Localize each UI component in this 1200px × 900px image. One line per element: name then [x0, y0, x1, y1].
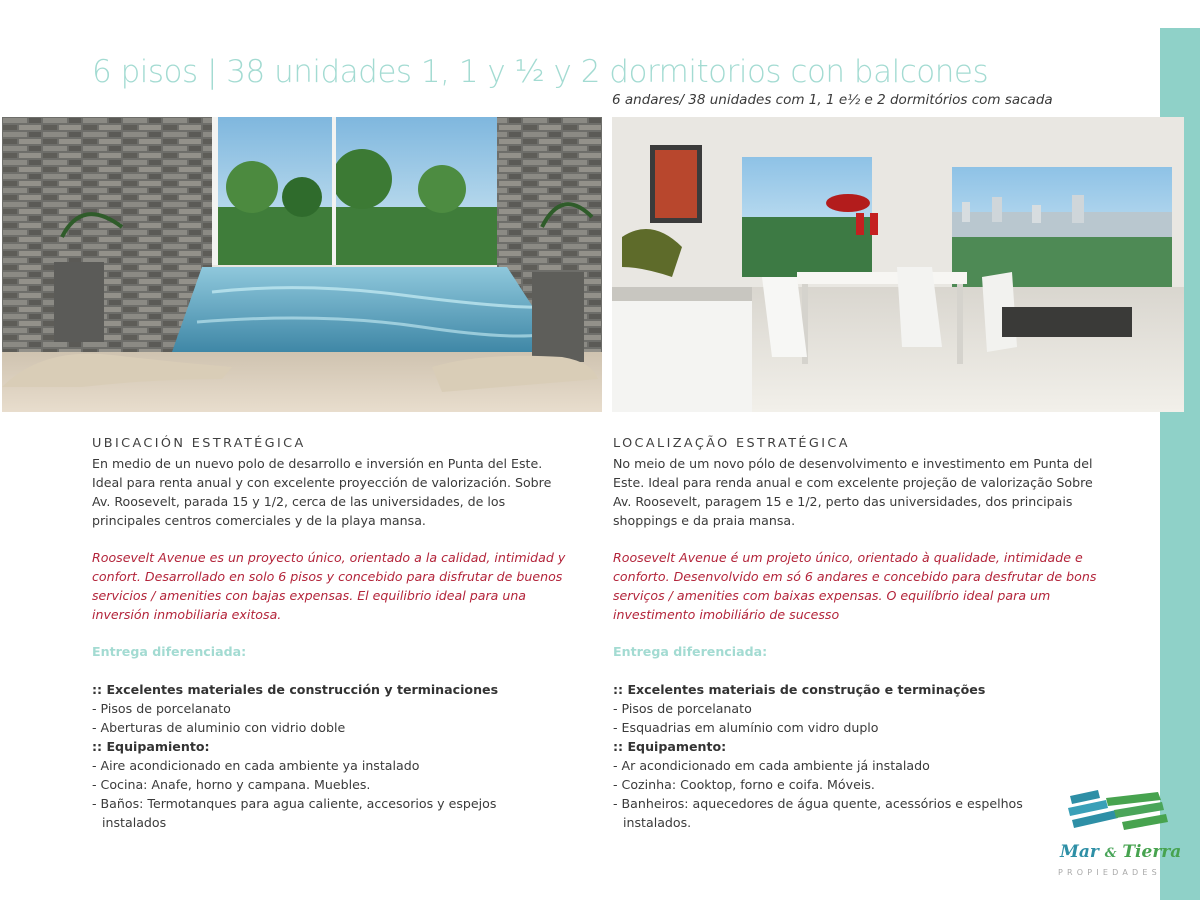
- list-item: instalados: [102, 815, 167, 830]
- list-item: - Aberturas de aluminio con vidrio doble: [92, 720, 346, 735]
- spanish-highlight: Roosevelt Avenue es un proyecto único, orientado a la calidad, intimidad y confort. Desarrollado en solo 6 pisos y concebido para disfrutar de buenos servicios / amenities con bajas expensas. El equilibrio ideal para una inversión inmobiliaria exitosa.: [92, 550, 566, 622]
- list-item: - Pisos de porcelanato: [613, 701, 752, 716]
- list-item: - Cocina: Anafe, horno y campana. Muebles.: [92, 777, 371, 792]
- mar-y-tierra-logo-icon: [1058, 788, 1173, 880]
- spanish-column: [92, 434, 572, 832]
- page-title: 6 pisos | 38 unidades 1, 1 y ½ y 2 dormitorios con balcones: [92, 54, 989, 90]
- portuguese-column: [613, 434, 1113, 832]
- list-item: - Baños: Termotanques para agua caliente, accesorios y espejos: [92, 796, 497, 811]
- logo-word-tierra: Tierra: [1122, 842, 1182, 862]
- spanish-section-title: UBICACIÓN ESTRATÉGICA: [92, 436, 306, 451]
- list-item: :: Excelentes materiales de construcción y terminaciones: [92, 682, 499, 697]
- list-item: - Aire acondicionado en cada ambiente ya instalado: [92, 758, 420, 773]
- logo-ampersand: &: [1104, 846, 1117, 861]
- logo-tagline: PROPIEDADES: [1058, 868, 1161, 877]
- portuguese-body: No meio de um novo pólo de desenvolvimento e investimento em Punta del Este. Ideal para renda anual e com excelente projeção de valorização Sobre Av. Roosevelt, paragem 15 e 1/2, perto das universidades, dos principais shoppings e da praia mansa.: [613, 456, 1093, 528]
- list-item: :: Excelentes materiais de construção e terminações: [613, 682, 986, 697]
- list-item: instalados.: [623, 815, 692, 830]
- list-item: - Cozinha: Cooktop, forno e coifa. Móveis.: [613, 777, 875, 792]
- spanish-body: En medio de un nuevo polo de desarrollo e inversión en Punta del Este. Ideal para renta anual y con excelente proyección de valorización. Sobre Av. Roosevelt, parada 15 y 1/2, cerca de las universidades, de los principales centros comerciales y de la playa mansa.: [92, 456, 552, 528]
- living-room-photo: [612, 117, 1184, 412]
- logo-word-mar: Mar: [1060, 842, 1099, 862]
- spanish-delivery-title: Entrega diferenciada:: [92, 644, 247, 659]
- portuguese-features-list: [613, 680, 1113, 832]
- logo-wordmark: [1060, 842, 1181, 862]
- spanish-features-list: [92, 680, 572, 832]
- pool-photo: [2, 117, 602, 412]
- portuguese-delivery-title: Entrega diferenciada:: [613, 644, 768, 659]
- list-item: - Pisos de porcelanato: [92, 701, 231, 716]
- portuguese-highlight: Roosevelt Avenue é um projeto único, orientado à qualidade, intimidade e conforto. Desenvolvido em só 6 andares e concebido para desfrutar de bons serviços / amenities com baixas expensas. O equilíbrio ideal para um investimento imobiliário de sucesso: [613, 550, 1097, 622]
- portuguese-section-title: LOCALIZAÇÃO ESTRATÉGICA: [613, 436, 850, 451]
- list-item: :: Equipamiento:: [92, 739, 210, 754]
- list-item: - Banheiros: aquecedores de água quente, acessórios e espelhos: [613, 796, 1023, 811]
- list-item: - Esquadrias em alumínio com vidro duplo: [613, 720, 879, 735]
- page-subtitle: 6 andares/ 38 unidades com 1, 1 e½ e 2 dormitórios com sacada: [612, 92, 1053, 108]
- list-item: :: Equipamento:: [613, 739, 727, 754]
- list-item: - Ar acondicionado em cada ambiente já instalado: [613, 758, 930, 773]
